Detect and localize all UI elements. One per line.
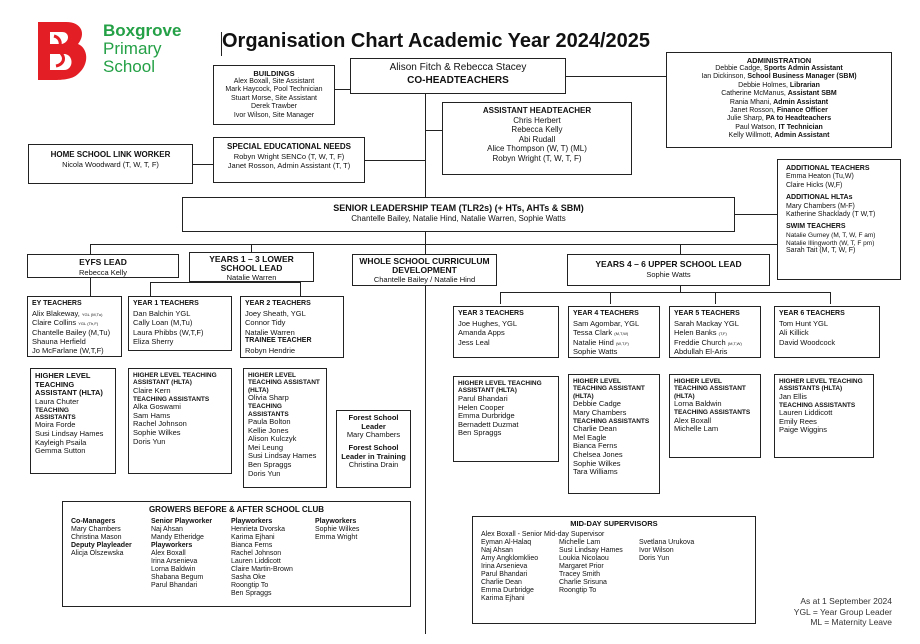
admin-name: Debbie Cadge, (715, 65, 764, 72)
ta-ey-ta: Gemma Sutton (35, 446, 86, 456)
y4-teacher-note: (W,T,F) (615, 340, 629, 346)
school-name (103, 22, 181, 76)
ta-y2-ta: Susi Lindsay Hames (248, 451, 317, 461)
y2-teaching-assistants-box (243, 368, 327, 488)
connector (425, 232, 426, 254)
y5-title: YEAR 5 TEACHERS (674, 310, 740, 317)
ta-y4-ta-title: TEACHING ASSISTANTS (573, 417, 650, 425)
assistant-head-item: Chris Herbert (513, 115, 561, 125)
growers-senior: Mandy Etheridge (151, 534, 204, 542)
swim-teacher: Natalie Illingworth (W, T, F pm) (786, 239, 875, 247)
connector (221, 32, 222, 56)
ta-y1-ta: Sophie Wilkes (133, 427, 181, 437)
co-heads-names: Alison Fitch & Rebecca Stacey (389, 62, 527, 73)
admin-item (671, 107, 887, 115)
swim-teacher: Natalie Gurney (M, T, W, F am) (786, 231, 876, 239)
ta-y2-ta: Ben Spraggs (248, 460, 292, 470)
ta-y1-ta: Sam Hams (133, 410, 171, 420)
footer-date: As at 1 September 2024 (800, 596, 892, 606)
admin-role: Assistant SBM (787, 90, 837, 98)
ta-y3-title: HIGHER LEVEL TEACHING ASSISTANT (HLTA) (458, 380, 542, 395)
ta-y6-ta: Emily Rees (779, 416, 817, 426)
admin-name: Paul Watson, (735, 123, 779, 131)
connector (680, 244, 681, 254)
midday-item: Roongtip To (559, 587, 597, 595)
ta-y5-hlta-title: HIGHER LEVEL TEACHING ASSISTANT (HLTA) (674, 378, 746, 400)
ta-y4-hlta: Mary Chambers (573, 408, 627, 418)
ta-y2-hlta-title: HIGHER LEVEL TEACHING ASSISTANT (HLTA) (248, 372, 320, 394)
connector (90, 244, 810, 245)
midday-item: Michelle Lam (559, 539, 601, 546)
ta-y6-ta-title: TEACHING ASSISTANTS (779, 401, 856, 409)
connector (735, 214, 777, 215)
ey-teachers-box (27, 296, 122, 357)
ey-teacher-note: YGL (Th,F) (78, 321, 99, 327)
growers-col-4 (315, 518, 359, 542)
growers-play: Karima Ejhani (231, 534, 275, 542)
growers-play: Shabana Begum (151, 574, 204, 582)
admin-item (671, 90, 887, 98)
sen-box (213, 137, 365, 183)
year3-teachers-box (453, 306, 559, 358)
ey-teaching-assistants-box (30, 368, 116, 474)
ta-y4-ta: Sophie Wilkes (573, 458, 621, 468)
ey-teacher: Shauna Herfield (32, 336, 86, 346)
year4-teachers-box (568, 306, 660, 358)
ta-y1-hlta: Claire Kern (133, 385, 171, 395)
admin-role: Admin Assistant (773, 98, 829, 106)
ta-y2-ta: Mei Leung (248, 442, 284, 452)
y2-teacher: Joey Sheath, YGL (245, 308, 306, 318)
growers-play: Sophie Wilkes (315, 526, 360, 534)
midday-item: Susi Lindsay Hames (559, 547, 623, 555)
connector (425, 94, 426, 198)
midday-supervisors-box (472, 516, 756, 624)
y3-teacher: Joe Hughes, YGL (458, 318, 518, 328)
upper-text: Sophie Watts (646, 269, 691, 279)
connector (150, 282, 151, 296)
midday-title: MID-DAY SUPERVISORS (570, 519, 658, 528)
upper-school-lead-box (567, 254, 770, 286)
admin-role: Admin Assistant (774, 132, 830, 140)
growers-play: Henrieta Dvorska (231, 526, 286, 534)
ta-y2-ta-title: TEACHING ASSISTANTS (248, 403, 289, 418)
y4-teacher-name: Natalie Hind (573, 337, 616, 347)
ta-y6-ta: Lauren Liddicott (779, 408, 833, 418)
admin-name: Julie Sharp, (726, 115, 766, 123)
growers-club-box (62, 501, 411, 607)
admin-role: IT Technician (778, 123, 823, 131)
swim-teacher: Sarah Tait (M, T, W, F) (786, 247, 856, 255)
growers-play: Irina Arsenieva (151, 558, 198, 566)
ta-y2-ta: Paula Bolton (248, 416, 291, 426)
lower-text: Natalie Warren (226, 272, 277, 282)
footer-notes (794, 596, 892, 628)
assistant-head-title: ASSISTANT HEADTEACHER (482, 106, 592, 115)
growers-deputy: Alicja Olszewska (71, 550, 124, 558)
buildings-item: Mark Haycock, Pool Technician (225, 86, 323, 94)
y2-trainee-title: TRAINEE TEACHER (245, 336, 312, 344)
midday-item: Eyman Al-Halaq (481, 539, 532, 547)
midday-item: Tracey Smith (559, 571, 600, 579)
y1-teacher: Cally Loan (M,Tu) (133, 318, 193, 328)
ta-y5-hlta: Lorna Baldwin (674, 399, 722, 409)
ta-y5-ta-title: TEACHING ASSISTANTS (674, 409, 751, 417)
year6-teachers-box (774, 306, 880, 358)
admin-item (671, 73, 887, 81)
administration-box (666, 52, 892, 148)
home-school-link-box (28, 144, 193, 184)
y6-teacher: Ali Killick (779, 328, 809, 338)
midday-item: Charlie Dean (481, 579, 522, 587)
midday-item: Svetlana Urukova (639, 539, 695, 546)
ey-teacher-name: Claire Collins (32, 318, 79, 328)
y4-teacher: Sam Agombar, YGL (573, 318, 640, 328)
admin-role: Finance Officer (776, 106, 828, 114)
additional-teacher: Claire Hicks (W,F) (786, 181, 843, 189)
admin-item (671, 115, 887, 123)
school-logo-icon (32, 18, 94, 84)
ta-ey-ta: Kayleigh Psaila (35, 437, 87, 447)
ta-y5-ta: Michelle Lam (674, 424, 719, 434)
ta-y1-ta: Alka Goswami (133, 402, 181, 412)
ey-teacher (32, 318, 117, 327)
midday-item: Ivor Wilson (639, 547, 674, 555)
additional-teacher: Emma Heaton (Tu,W) (786, 173, 854, 181)
forest-title-1: Forest School Leader (348, 413, 399, 431)
connector (715, 292, 716, 304)
ta-y4-ta: Charlie Dean (573, 424, 617, 434)
y4-teaching-assistants-box (568, 374, 660, 494)
lower-title: YEARS 1 – 3 LOWER SCHOOL LEAD (209, 254, 294, 274)
additional-staff-box (777, 159, 901, 280)
midday-item: Emma Durbridge (481, 587, 534, 595)
connector (90, 278, 91, 296)
midday-item: Irina Arsenieva (481, 563, 528, 571)
connector (500, 292, 501, 304)
additional-hlta: Katherine Shacklady (T W,T) (786, 210, 876, 218)
assistant-head-item: Abi Rudall (518, 134, 556, 144)
admin-role: School Business Manager (SBM) (747, 73, 857, 81)
ta-y1-ta: Doris Yun (133, 436, 166, 446)
ta-y4-hlta: Debbie Cadge (573, 399, 621, 409)
growers-senior: Naj Ahsan (151, 526, 183, 534)
admin-name: Debbie Holmes, (738, 81, 790, 89)
y2-teacher: Connor Tidy (245, 318, 286, 328)
y4-teacher-note: (M,T,W) (614, 331, 629, 337)
buildings-item: Derek Trawber (251, 103, 297, 111)
year2-teachers-box (240, 296, 344, 358)
growers-play-title: Playworkers (231, 518, 273, 525)
ta-ey-hlta-title: HIGHER LEVEL TEACHING ASSISTANT (HLTA) (35, 371, 103, 398)
y3-teacher: Jess Leal (458, 337, 490, 347)
growers-col-1 (71, 518, 132, 558)
growers-co-title: Co-Managers (71, 518, 116, 525)
y1-teaching-assistants-box (128, 368, 232, 474)
growers-play: Roongtip To (231, 582, 269, 590)
ta-y2-ta: Kellie Jones (248, 425, 289, 435)
admin-item (671, 99, 887, 107)
growers-play: Ben Spraggs (231, 590, 272, 598)
ta-y6-hlta-title: HIGHER LEVEL TEACHING ASSISTANTS (HLTA) (779, 378, 863, 393)
y5-teacher-name: Helen Banks (674, 328, 719, 338)
ta-y4-ta: Bianca Ferns (573, 441, 618, 451)
connector (680, 286, 681, 292)
sen-title: SPECIAL EDUCATIONAL NEEDS (226, 142, 351, 151)
y6-teacher: David Woodcock (779, 337, 836, 347)
connector (300, 282, 301, 296)
growers-play: Bianca Ferns (231, 542, 273, 550)
connector (425, 286, 426, 634)
growers-play: Alex Boxall (151, 550, 186, 558)
y6-teaching-assistants-box (774, 374, 874, 458)
y1-teacher: Eliza Sherry (133, 336, 174, 346)
y5-teacher (674, 328, 756, 337)
swim-teachers-title: SWIM TEACHERS (786, 223, 846, 231)
growers-col-3 (231, 518, 293, 598)
midday-item: Karima Ejhani (481, 595, 525, 603)
growers-col-2 (151, 518, 212, 590)
admin-item (671, 132, 887, 140)
eyfs-title: EYFS LEAD (79, 257, 127, 267)
ta-y1-hlta-title: HIGHER LEVEL TEACHING ASSISTANT (HLTA) (133, 372, 217, 387)
ta-y3-item: Bernadett Duzmat (458, 419, 519, 429)
admin-item (671, 82, 887, 90)
y4-teacher: Sophie Watts (573, 346, 618, 356)
growers-play: Parul Bhandari (151, 582, 198, 590)
y5-teacher (674, 338, 756, 347)
admin-title: ADMINISTRATION (746, 56, 812, 65)
forest-name-1: Mary Chambers (346, 430, 401, 440)
connector (365, 160, 425, 161)
co-headteachers-box (350, 58, 566, 94)
ta-y3-item: Helen Cooper (458, 402, 505, 412)
y3-teacher: Amanda Apps (458, 328, 505, 338)
assistant-head-item: Rebecca Kelly (511, 125, 563, 135)
y6-title: YEAR 6 TEACHERS (779, 310, 845, 317)
connector (566, 76, 666, 77)
ta-y1-ta-title: TEACHING ASSISTANTS (133, 395, 210, 403)
ta-ey-hlta: Laura Chuter (35, 396, 79, 406)
ta-y1-ta: Rachel Johnson (133, 419, 187, 429)
connector (830, 292, 831, 304)
growers-play: Lauren Liddicott (231, 558, 281, 566)
ta-ey-ta: Susi Lindsay Hames (35, 429, 104, 439)
midday-item: Doris Yun (639, 555, 670, 563)
y1-teacher: Laura Phibbs (W,T,F) (133, 327, 204, 337)
y6-teacher: Tom Hunt YGL (779, 318, 829, 328)
assistant-head-item: Robyn Wright (T, W, T, F) (492, 153, 582, 163)
forest-school-box (336, 410, 411, 488)
assistant-head-item: Alice Thompson (W, T) (ML) (487, 144, 587, 154)
footer-ml-key: ML = Maternity Leave (810, 617, 892, 628)
ta-y3-item: Ben Spraggs (458, 428, 502, 438)
ta-ey-ta: Moira Forde (35, 420, 76, 430)
growers-co: Christina Mason (71, 534, 122, 542)
midday-senior: Alex Boxall - Senior Mid-day Supervisor (481, 531, 605, 538)
ey-teacher (32, 309, 117, 318)
footer-ygl-key: YGL = Year Group Leader (793, 606, 892, 617)
co-heads-role: CO-HEADTEACHERS (407, 74, 509, 86)
page-title: Organisation Chart Academic Year 2024/2025 (222, 30, 650, 52)
curriculum-text: Chantelle Bailey / Natalie Hind (373, 274, 476, 284)
home-school-title: HOME SCHOOL LINK WORKER (50, 150, 171, 159)
admin-name: Kelly Willmott, (728, 132, 775, 140)
connector (335, 89, 351, 90)
growers-play: Rachel Johnson (231, 550, 282, 558)
ta-y6-ta: Paige Wiggins (779, 425, 827, 435)
midday-item: Loukia Nicolaou (559, 555, 609, 563)
midday-col-3 (639, 539, 694, 563)
y3-teaching-assistants-box (453, 376, 559, 462)
assistant-headteacher-box (442, 102, 632, 175)
ta-y4-ta: Mel Eagle (573, 432, 607, 442)
y5-teacher-note: (T,F) (718, 331, 727, 337)
curriculum-title: WHOLE SCHOOL CURRICULUM DEVELOPMENT (359, 256, 490, 276)
eyfs-lead-box (27, 254, 179, 278)
forest-title-2: Forest School Leader in Training (341, 442, 406, 461)
connector (193, 164, 213, 165)
additional-hlta: Mary Chambers (M-F) (786, 202, 855, 210)
y5-teacher-name: Freddie Church (674, 337, 728, 347)
y2-teacher: Natalie Warren (245, 327, 295, 337)
growers-play: Emma Wright (315, 534, 358, 542)
y5-teacher-note: (M,T,W) (727, 340, 742, 346)
lower-school-lead-box (189, 252, 314, 282)
growers-play: Sasha Oke (231, 574, 266, 582)
buildings-item: Ivor Wilson, Site Manager (233, 111, 315, 119)
y4-teacher (573, 338, 655, 347)
buildings-box (213, 65, 335, 125)
y1-teacher: Dan Balchin YGL (133, 308, 191, 318)
admin-role: Sports Admin Assistant (763, 65, 843, 72)
home-school-text: Nicola Woodward (T, W, T, F) (62, 160, 159, 169)
connector (610, 292, 611, 304)
admin-name: Janet Rosson, (730, 106, 777, 114)
logo-line-2: Primary (103, 38, 162, 58)
growers-play: Claire Martin-Brown (231, 566, 293, 574)
y4-teacher-name: Tessa Clark (573, 328, 615, 338)
ta-y3-item: Emma Durbridge (458, 411, 515, 421)
ey-teacher-name: Alix Blakeway, (32, 308, 82, 318)
upper-title: YEARS 4 – 6 UPPER SCHOOL LEAD (595, 259, 742, 269)
sen-item: Robyn Wright SENCo (T, W, T, F) (233, 152, 345, 161)
y2-title: YEAR 2 TEACHERS (245, 300, 311, 307)
y4-title: YEAR 4 TEACHERS (573, 310, 639, 317)
forest-name-2: Christina Drain (348, 460, 399, 470)
admin-name: Rania Mhani, (729, 98, 774, 106)
ta-y2-ta: Doris Yun (248, 468, 281, 478)
buildings-item: Stuart Morse, Site Assistant (231, 94, 317, 102)
buildings-title: BUILDINGS (253, 69, 295, 78)
buildings-item: Alex Boxall, Site Assistant (233, 78, 315, 85)
ta-y4-hlta-title: HIGHER LEVEL TEACHING ASSISTANT (HLTA) (573, 378, 645, 400)
y2-trainee: Robyn Hendrie (245, 345, 296, 355)
midday-item: Parul Bhandari (481, 571, 528, 579)
growers-deputy-title: Deputy Playleader (71, 542, 132, 550)
midday-item: Amy Angklomklieo (481, 555, 539, 563)
admin-item (671, 124, 887, 132)
ta-y2-ta: Alison Kulczyk (248, 434, 297, 444)
connector (500, 292, 830, 293)
connector (90, 244, 91, 254)
y5-teacher: Abdullah El-Aris (674, 346, 728, 356)
admin-role: Librarian (789, 81, 820, 89)
admin-item (671, 65, 887, 73)
midday-col-2 (559, 539, 623, 595)
growers-play-title: Playworkers (151, 542, 193, 550)
slt-text: Chantelle Bailey, Natalie Hind, Natalie Warren, Sophie Watts (351, 214, 566, 224)
midday-item: Naj Ahsan (481, 547, 513, 555)
ey-teacher-note: YGL (M,Tu) (81, 311, 103, 317)
ta-y6-hlta: Jan Ellis (779, 391, 807, 401)
y4-teacher (573, 328, 655, 337)
admin-name: Catherine McManus, (721, 90, 788, 98)
year1-teachers-box (128, 296, 232, 351)
eyfs-text: Rebecca Kelly (79, 267, 127, 277)
ta-y3-item: Parul Bhandari (458, 393, 508, 403)
midday-item: Charlie Srisuna (559, 579, 607, 587)
connector (425, 130, 443, 131)
y1-title: YEAR 1 TEACHERS (133, 300, 199, 307)
admin-role: PA to Headteachers (765, 115, 832, 123)
ta-ey-ta-title: TEACHING ASSISTANTS (35, 406, 76, 421)
additional-hltas-title: ADDITIONAL HLTAs (786, 194, 853, 202)
curriculum-box (352, 254, 497, 286)
growers-play-title: Playworkers (315, 518, 357, 525)
ta-y4-ta: Chelsea Jones (573, 450, 623, 459)
connector (251, 244, 252, 252)
ta-y4-ta: Tara Williams (573, 467, 618, 477)
admin-name: Ian Dickinson, (701, 73, 748, 81)
slt-box (182, 197, 735, 232)
logo-line-1: Boxgrove (103, 21, 182, 40)
ta-y5-ta: Alex Boxall (674, 415, 712, 425)
growers-co: Mary Chambers (71, 526, 121, 534)
slt-title: SENIOR LEADERSHIP TEAM (TLR2s) (+ HTs, AHTs & SBM) (333, 203, 584, 213)
connector (150, 282, 300, 283)
year5-teachers-box (669, 306, 761, 358)
ey-teacher: Chantelle Bailey (M,Tu) (32, 327, 111, 337)
sen-item: Janet Rosson, Admin Assistant (T, T) (227, 161, 351, 171)
growers-senior-title: Senior Playworker (151, 518, 213, 525)
growers-title: GROWERS BEFORE & AFTER SCHOOL CLUB (148, 505, 325, 514)
y3-title: YEAR 3 TEACHERS (458, 310, 524, 317)
ey-teacher: Jo McFarlane (W,T,F) (32, 346, 104, 356)
y5-teaching-assistants-box (669, 374, 761, 458)
y5-teacher: Sarah Mackay YGL (674, 318, 739, 328)
additional-teachers-title: ADDITIONAL TEACHERS (786, 165, 870, 172)
ey-teachers-title: EY TEACHERS (32, 300, 82, 307)
logo-line-3: School (103, 56, 155, 76)
ta-y2-hlta: Olivia Sharp (248, 393, 289, 403)
midday-item: Margaret Prior (559, 563, 604, 571)
growers-play: Lorna Baldwin (151, 566, 196, 574)
